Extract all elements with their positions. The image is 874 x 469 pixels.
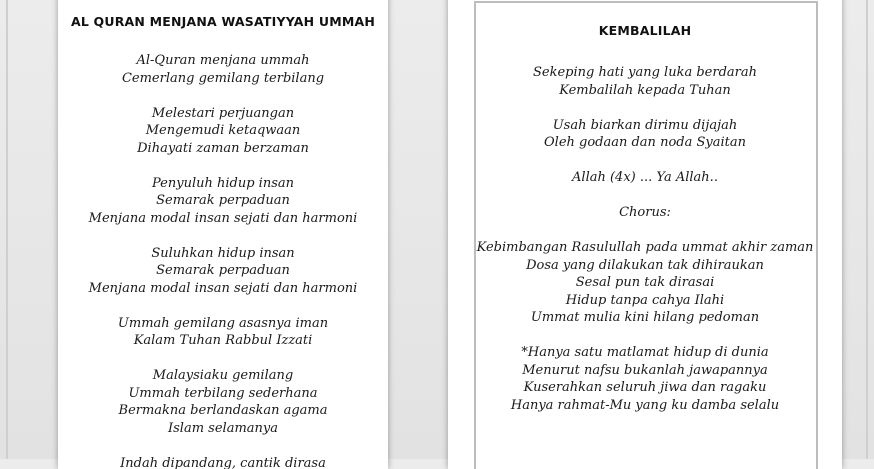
lyric-line: Bermakna berlandaskan agama xyxy=(58,402,388,420)
lyric-line: Hanya rahmat-Mu yang ku damba selalu xyxy=(448,397,842,415)
lyric-line: Indah dipandang, cantik dirasa xyxy=(58,455,388,469)
lyric-line: Semarak perpaduan xyxy=(58,192,388,210)
lyric-line: Semarak perpaduan xyxy=(58,262,388,280)
lyric-line: Suluhkan hidup insan xyxy=(58,245,388,263)
lyric-line: Usah biarkan dirimu dijajah xyxy=(448,117,842,135)
right-background-edge xyxy=(866,0,868,459)
lyric-line: Menjana modal insan sejati dan harmoni xyxy=(58,280,388,298)
lyric-line: Hidup tanpa cahya Ilahi xyxy=(448,292,842,310)
lyric-line: Sekeping hati yang luka berdarah xyxy=(448,64,842,82)
lyric-line: Kebimbangan Rasulullah pada ummat akhir zaman xyxy=(448,239,842,257)
lyric-line: Mengemudi ketaqwaan xyxy=(58,122,388,140)
lyric-line: Allah (4x) ... Ya Allah.. xyxy=(448,169,842,187)
lyric-line: Islam selamanya xyxy=(58,420,388,438)
lyric-line: Oleh godaan dan noda Syaitan xyxy=(448,134,842,152)
lyric-line: Kembalilah kepada Tuhan xyxy=(448,82,842,100)
left-lyrics-sheet xyxy=(58,0,388,469)
lyric-line: Menurut nafsu bukanlah jawapannya xyxy=(448,362,842,380)
lyric-line: Kuserahkan seluruh jiwa dan ragaku xyxy=(448,379,842,397)
lyric-line: Ummah gemilang asasnya iman xyxy=(58,315,388,333)
left-sheet-title: AL QURAN MENJANA WASATIYYAH UMMAH xyxy=(58,14,388,29)
right-sheet-title: KEMBALILAH xyxy=(448,23,842,38)
chorus-label: Chorus: xyxy=(448,204,842,222)
lyric-line: Kalam Tuhan Rabbul Izzati xyxy=(58,332,388,350)
left-lyrics-body xyxy=(58,52,388,469)
left-background-edge xyxy=(6,0,8,459)
lyric-line: Penyuluh hidup insan xyxy=(58,175,388,193)
lyric-line: Ummat mulia kini hilang pedoman xyxy=(448,309,842,327)
lyric-line: Dosa yang dilakukan tak dihiraukan xyxy=(448,257,842,275)
lyric-line: Ummah terbilang sederhana xyxy=(58,385,388,403)
lyric-line: Melestari perjuangan xyxy=(58,105,388,123)
lyric-line: Menjana modal insan sejati dan harmoni xyxy=(58,210,388,228)
lyric-line: Dihayati zaman berzaman xyxy=(58,140,388,158)
lyric-line: *Hanya satu matlamat hidup di dunia xyxy=(448,344,842,362)
lyric-line: Malaysiaku gemilang xyxy=(58,367,388,385)
lyric-line: Sesal pun tak dirasai xyxy=(448,274,842,292)
right-lyrics-sheet xyxy=(448,0,842,469)
right-lyrics-body xyxy=(448,64,842,414)
lyric-line: Al-Quran menjana ummah xyxy=(58,52,388,70)
lyric-line: Cemerlang gemilang terbilang xyxy=(58,70,388,88)
